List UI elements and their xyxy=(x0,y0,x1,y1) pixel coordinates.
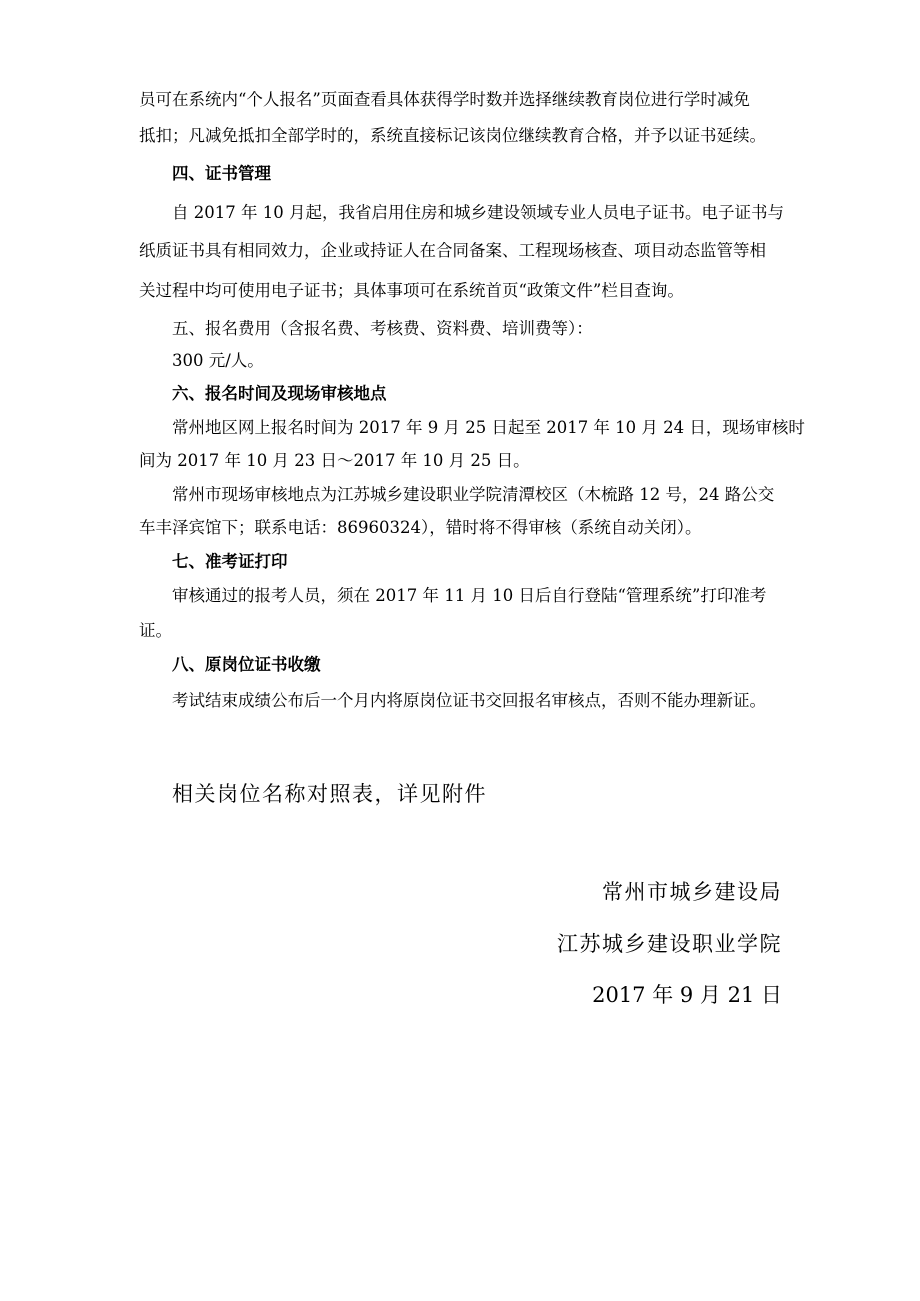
body-line: 间为 2017 年 10 月 23 日～2017 年 10 月 25 日。 xyxy=(139,451,530,470)
body-line: 员可在系统内“个人报名”页面查看具体获得学时数并选择继续教育岗位进行学时减免 xyxy=(139,90,750,109)
body-line: 证。 xyxy=(139,621,172,640)
signature-org-1: 常州市城乡建设局 xyxy=(602,880,782,904)
section-heading-7: 七、准考证打印 xyxy=(172,552,288,571)
section-heading-4: 四、证书管理 xyxy=(172,164,271,183)
body-line: 审核通过的报考人员，须在 2017 年 11 月 10 日后自行登陆“管理系统”打印准考 xyxy=(172,586,767,605)
body-line: 常州地区网上报名时间为 2017 年 9 月 25 日起至 2017 年 10 月 24 日，现场审核时 xyxy=(172,418,805,437)
body-line: 抵扣；凡减免抵扣全部学时的，系统直接标记该岗位继续教育合格，并予以证书延续。 xyxy=(139,126,766,145)
attachment-note: 相关岗位名称对照表，详见附件 xyxy=(172,782,487,806)
body-line: 考试结束成绩公布后一个月内将原岗位证书交回报名审核点，否则不能办理新证。 xyxy=(172,691,766,710)
body-line: 自 2017 年 10 月起，我省启用住房和城乡建设领域专业人员电子证书。电子证书与 xyxy=(172,203,784,222)
section-heading-5: 五、报名费用（含报名费、考核费、资料费、培训费等）： xyxy=(172,319,593,338)
section-heading-8: 八、原岗位证书收缴 xyxy=(172,655,321,674)
body-line: 纸质证书具有相同效力，企业或持证人在合同备案、工程现场核查、项目动态监管等相 xyxy=(139,241,766,260)
body-line: 车丰泽宾馆下；联系电话：86960324），错时将不得审核（系统自动关闭）。 xyxy=(139,518,702,537)
signature-org-2: 江苏城乡建设职业学院 xyxy=(557,932,782,956)
signature-date: 2017 年 9 月 21 日 xyxy=(592,983,782,1007)
body-line: 关过程中均可使用电子证书；具体事项可在系统首页“政策文件”栏目查询。 xyxy=(139,281,684,300)
section-heading-6: 六、报名时间及现场审核地点 xyxy=(172,384,387,403)
body-line: 常州市现场审核地点为江苏城乡建设职业学院清潭校区（木梳路 12 号，24 路公交 xyxy=(172,485,775,504)
body-line: 300 元/人。 xyxy=(172,351,264,370)
